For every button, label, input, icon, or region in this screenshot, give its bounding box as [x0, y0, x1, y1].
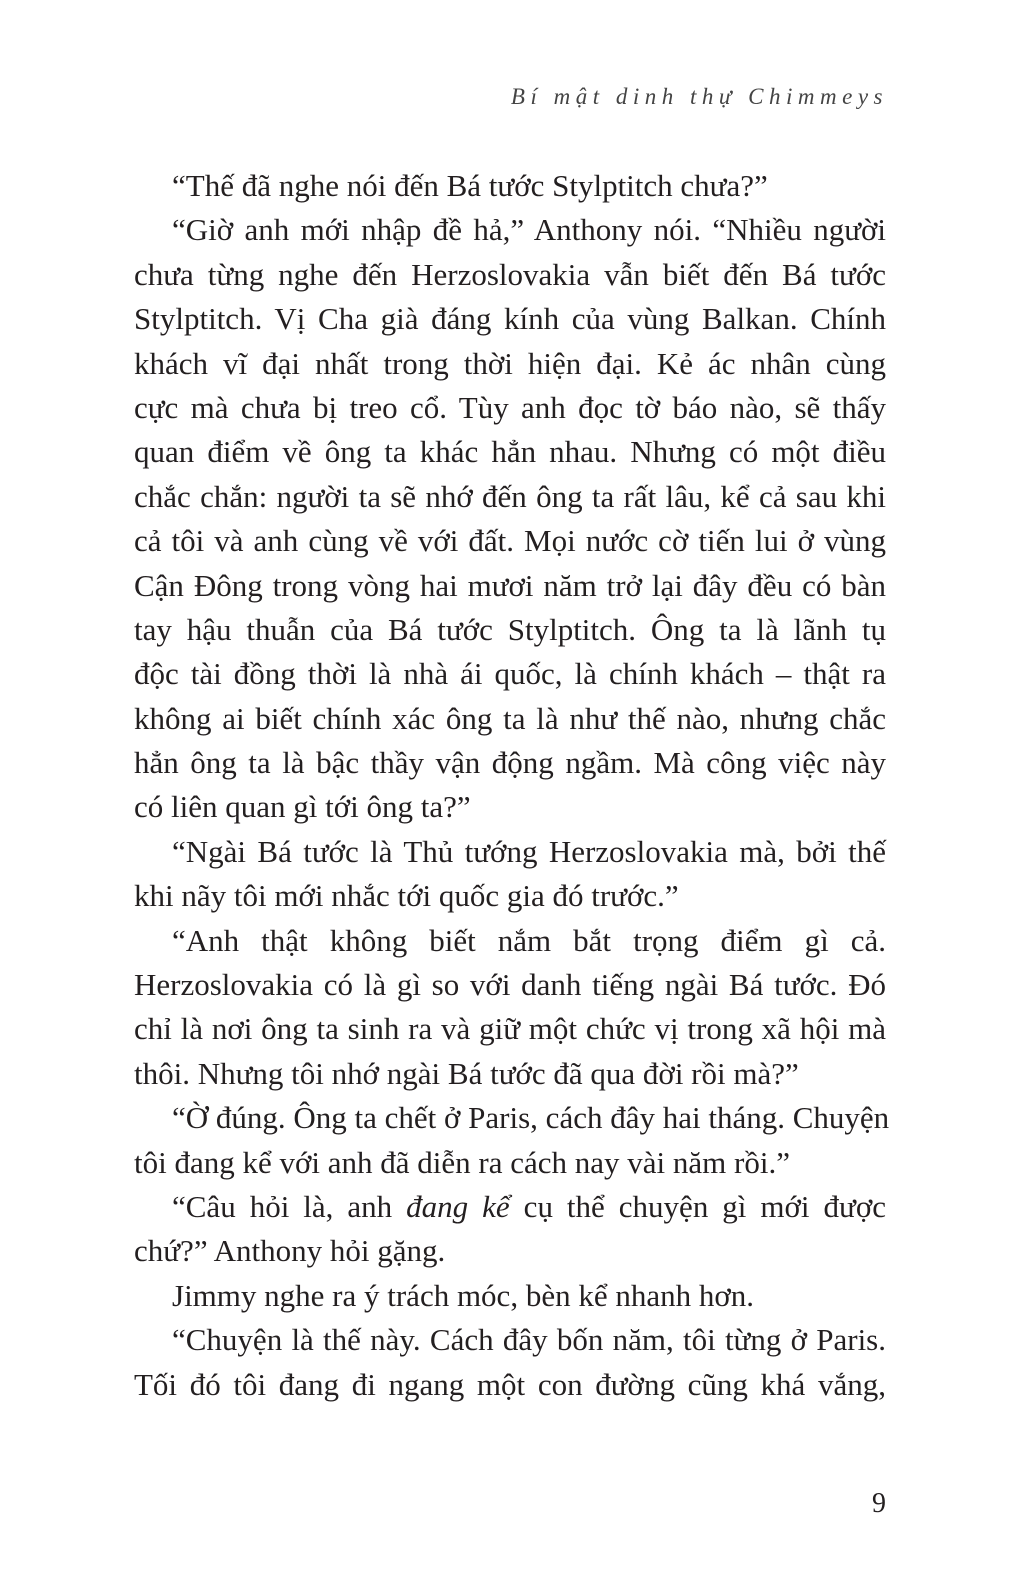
text-line: Jimmy nghe ra ý trách móc, bèn kể nhanh hơn.	[172, 1277, 754, 1313]
text-line: khi nãy tôi mới nhắc tới quốc gia đó trước.”	[134, 878, 679, 914]
text-line: chỉ là nơi ông ta sinh ra và giữ một chức vị trong xã hội mà	[134, 1011, 886, 1047]
text-line: “Anh thật không biết nắm bắt trọng điểm gì cả.	[172, 922, 886, 958]
text-line: chứ?” Anthony hỏi gặng.	[134, 1233, 446, 1269]
text-line: “Giờ anh mới nhập đề hả,” Anthony nói. “Nhiều người	[172, 212, 886, 248]
text-segment: cụ thể chuyện gì mới được	[509, 1188, 886, 1224]
emphasis-text: đang kể	[406, 1188, 510, 1224]
text-line: chắc chắn: người ta sẽ nhớ đến ông ta rất lâu, kể cả sau khi	[134, 478, 886, 514]
page-number: 9	[872, 1488, 886, 1519]
text-line: “Chuyện là thế này. Cách đây bốn năm, tôi từng ở Paris.	[172, 1322, 886, 1358]
text-line: “Ờ đúng. Ông ta chết ở Paris, cách đây hai tháng. Chuyện	[172, 1100, 890, 1136]
text-line: thôi. Nhưng tôi nhớ ngài Bá tước đã qua đời rồi mà?”	[134, 1055, 799, 1091]
text-line: hẳn ông ta là bậc thầy vận động ngầm. Mà công việc này	[134, 745, 886, 781]
text-line: cực mà chưa bị treo cổ. Tùy anh đọc tờ báo nào, sẽ thấy	[134, 389, 886, 425]
text-line: không ai biết chính xác ông ta là như thế nào, nhưng chắc	[134, 700, 886, 736]
text-line: Herzoslovakia có là gì so với danh tiếng ngài Bá tước. Đó	[134, 967, 886, 1003]
text-line: độc tài đồng thời là nhà ái quốc, là chính khách – thật ra	[134, 656, 886, 692]
running-header-title: Bí mật dinh thự Chimmeys	[510, 84, 888, 109]
text-line: Stylptitch. Vị Cha già đáng kính của vùng Balkan. Chính	[134, 301, 886, 337]
text-line: “Ngài Bá tước là Thủ tướng Herzoslovakia mà, bởi thế	[172, 833, 886, 869]
text-line: quan điểm về ông ta khác hẳn nhau. Nhưng có một điều	[134, 434, 886, 470]
text-line: Tối đó tôi đang đi ngang một con đường cũng khá vắng,	[134, 1366, 886, 1402]
text-segment: “Câu hỏi là, anh	[172, 1188, 407, 1224]
text-line: chưa từng nghe đến Herzoslovakia vẫn biết đến Bá tước	[134, 256, 886, 292]
text-line: tôi đang kể với anh đã diễn ra cách nay vài năm rồi.”	[134, 1144, 790, 1180]
text-line	[134, 1185, 886, 1229]
text-line: “Thế đã nghe nói đến Bá tước Stylptitch chưa?”	[172, 168, 768, 203]
text-line: có liên quan gì tới ông ta?”	[134, 789, 471, 825]
body-text	[134, 164, 890, 1407]
text-line: cả tôi và anh cùng về với đất. Mọi nước cờ tiến lui ở vùng	[134, 523, 886, 559]
text-line: Cận Đông trong vòng hai mươi năm trở lại đây đều có bàn	[134, 567, 886, 603]
text-line: tay hậu thuẫn của Bá tước Stylptitch. Ông ta là lãnh tụ	[134, 611, 886, 647]
text-line: khách vĩ đại nhất trong thời hiện đại. Kẻ ác nhân cùng	[134, 345, 886, 381]
